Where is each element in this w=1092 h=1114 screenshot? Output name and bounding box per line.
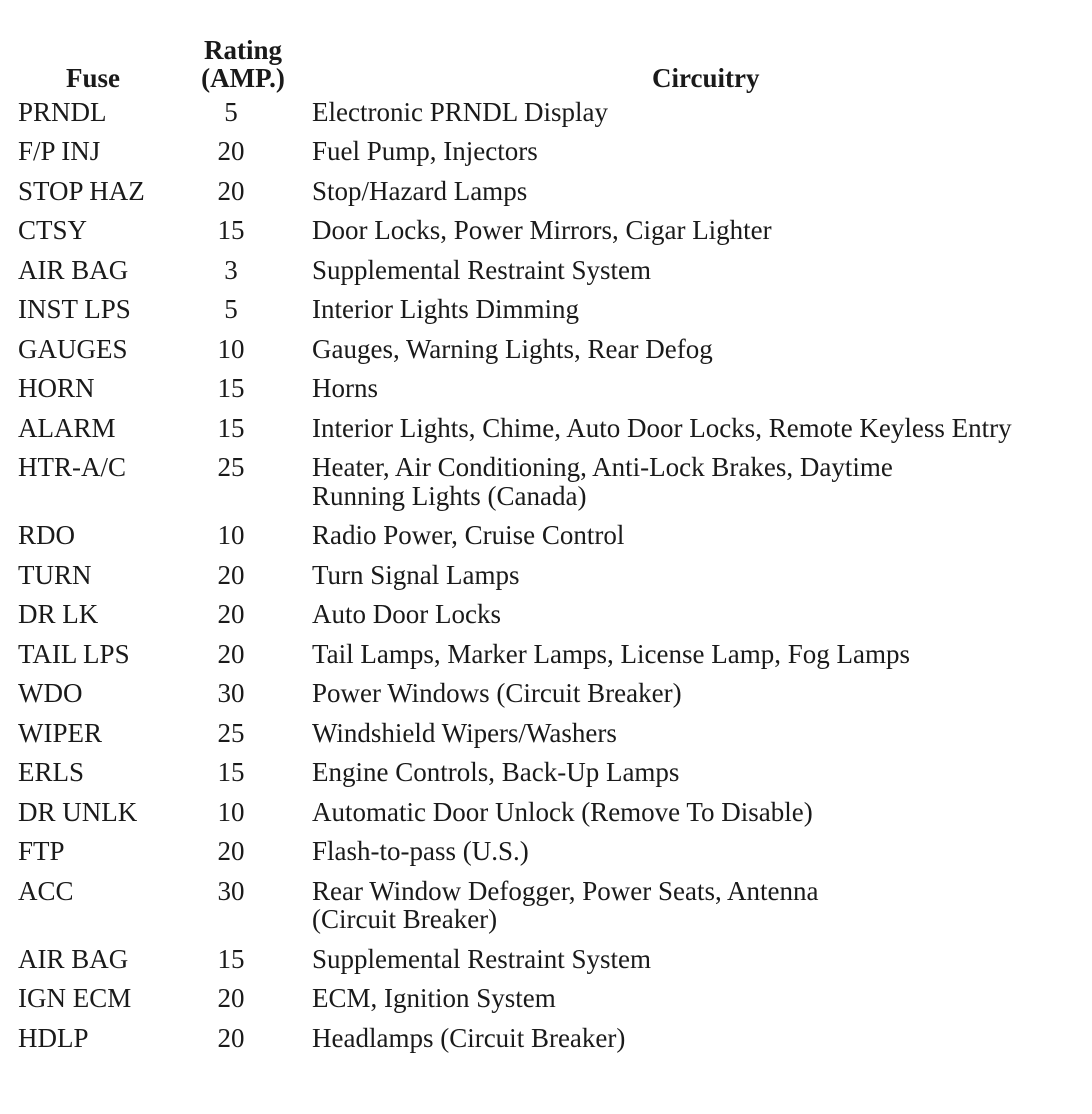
fuse-circuitry-line: ECM, Ignition System <box>312 983 556 1013</box>
fuse-rows <box>18 92 1090 1058</box>
table-row <box>18 753 1090 793</box>
column-header-circuitry <box>310 28 1090 92</box>
fuse-circuitry-line: Windshield Wipers/Washers <box>312 717 617 748</box>
fuse-circuitry <box>310 555 1090 595</box>
fuse-name: ACC <box>18 875 74 906</box>
fuse-rating: 15 <box>217 412 245 443</box>
fuse-circuitry <box>310 1018 1090 1058</box>
fuse-circuitry-line: Heater, Air Conditioning, Anti-Lock Brakes, Daytime <box>312 452 893 482</box>
table-row <box>18 939 1090 979</box>
fuse-name: IGN ECM <box>18 983 132 1013</box>
column-header-fuse <box>18 28 190 92</box>
fuse-name: STOP HAZ <box>18 175 145 206</box>
fuse-circuitry <box>310 939 1090 979</box>
table-row <box>18 92 1090 132</box>
table-row <box>18 211 1090 251</box>
fuse-rating: 20 <box>217 175 245 206</box>
fuse-circuitry-line: Interior Lights, Chime, Auto Door Locks, Remote Keyless Entry <box>312 412 1012 443</box>
fuse-rating: 15 <box>217 943 245 974</box>
fuse-circuitry-line: Running Lights (Canada) <box>312 480 587 511</box>
fuse-name: GAUGES <box>18 333 128 364</box>
fuse-name: RDO <box>18 520 76 550</box>
fuse-rating: 10 <box>217 520 245 550</box>
fuse-circuitry-line: Rear Window Defogger, Power Seats, Antenna <box>312 875 819 906</box>
fuse-name: WIPER <box>18 717 102 748</box>
fuse-circuitry <box>310 979 1090 1019</box>
fuse-circuitry-line: Gauges, Warning Lights, Rear Defog <box>312 333 713 364</box>
fuse-rating: 10 <box>217 796 245 827</box>
fuse-table <box>18 28 1090 1058</box>
fuse-circuitry-line: Interior Lights Dimming <box>312 294 579 324</box>
fuse-name: WDO <box>18 678 83 708</box>
fuse-rating: 20 <box>217 1022 245 1053</box>
fuse-rating: 20 <box>217 559 245 590</box>
fuse-rating: 20 <box>217 599 245 629</box>
table-row <box>18 408 1090 448</box>
table-row <box>18 250 1090 290</box>
fuse-name: AIR BAG <box>18 943 129 974</box>
fuse-circuitry <box>310 369 1090 409</box>
table-row <box>18 832 1090 872</box>
fuse-circuitry-line: Supplemental Restraint System <box>312 254 651 285</box>
fuse-circuitry <box>310 408 1090 448</box>
fuse-rating: 30 <box>217 678 245 708</box>
fuse-name: HORN <box>18 373 95 403</box>
fuse-circuitry <box>310 753 1090 793</box>
table-row <box>18 290 1090 330</box>
column-header-rating-line2: (AMP.) <box>201 63 285 93</box>
fuse-circuitry-line: Flash-to-pass (U.S.) <box>312 836 529 866</box>
table-row <box>18 516 1090 556</box>
header-row <box>18 28 1090 92</box>
fuse-name: CTSY <box>18 215 88 245</box>
fuse-name: FTP <box>18 836 65 866</box>
fuse-circuitry-line: Power Windows (Circuit Breaker) <box>312 678 682 708</box>
fuse-circuitry <box>310 674 1090 714</box>
fuse-circuitry <box>310 713 1090 753</box>
fuse-rating: 15 <box>217 757 245 787</box>
fuse-rating: 5 <box>224 96 238 127</box>
fuse-name: PRNDL <box>18 96 107 127</box>
fuse-name: TAIL LPS <box>18 638 130 669</box>
fuse-rating: 25 <box>217 452 245 482</box>
fuse-circuitry-line: Tail Lamps, Marker Lamps, License Lamp, Fog Lamps <box>312 638 910 669</box>
fuse-name: TURN <box>18 559 92 590</box>
fuse-name: DR UNLK <box>18 796 138 827</box>
table-row <box>18 871 1090 939</box>
table-row <box>18 979 1090 1019</box>
fuse-circuitry <box>310 792 1090 832</box>
fuse-name: F/P INJ <box>18 136 101 166</box>
table-row <box>18 555 1090 595</box>
table-row <box>18 674 1090 714</box>
fuse-circuitry <box>310 250 1090 290</box>
fuse-circuitry-line: Radio Power, Cruise Control <box>312 520 625 550</box>
fuse-circuitry <box>310 595 1090 635</box>
fuse-circuitry <box>310 448 1090 516</box>
fuse-rating: 20 <box>217 836 245 866</box>
table-row <box>18 792 1090 832</box>
fuse-circuitry-line: Supplemental Restraint System <box>312 943 651 974</box>
fuse-name: ERLS <box>18 757 85 787</box>
fuse-circuitry-line: Door Locks, Power Mirrors, Cigar Lighter <box>312 215 772 245</box>
fuse-circuitry <box>310 290 1090 330</box>
table-row <box>18 132 1090 172</box>
fuse-circuitry <box>310 832 1090 872</box>
table-row <box>18 634 1090 674</box>
fuse-rating: 15 <box>217 373 245 403</box>
table-row <box>18 1018 1090 1058</box>
fuse-circuitry <box>310 171 1090 211</box>
fuse-name: HTR-A/C <box>18 452 126 482</box>
column-header-rating <box>190 28 310 92</box>
table-row <box>18 448 1090 516</box>
column-header-circuitry-label: Circuitry <box>652 63 760 93</box>
fuse-rating: 3 <box>224 254 238 285</box>
fuse-rating: 30 <box>217 875 245 906</box>
table-row <box>18 329 1090 369</box>
fuse-name: DR LK <box>18 599 99 629</box>
fuse-circuitry <box>310 634 1090 674</box>
fuse-circuitry <box>310 132 1090 172</box>
column-header-rating-line1: Rating <box>203 35 282 65</box>
table-row <box>18 171 1090 211</box>
fuse-name: INST LPS <box>18 294 131 324</box>
fuse-rating: 20 <box>217 136 245 166</box>
fuse-circuitry-line: Turn Signal Lamps <box>312 559 520 590</box>
fuse-circuitry <box>310 329 1090 369</box>
fuse-circuitry-line: Engine Controls, Back-Up Lamps <box>312 757 680 787</box>
fuse-circuitry-line: Electronic PRNDL Display <box>312 96 608 127</box>
fuse-circuitry-line: Horns <box>312 373 378 403</box>
fuse-rating: 20 <box>217 983 245 1013</box>
fuse-circuitry-line: Automatic Door Unlock (Remove To Disable) <box>312 796 813 827</box>
fuse-circuitry-line: Stop/Hazard Lamps <box>312 175 528 206</box>
fuse-rating: 20 <box>217 638 245 669</box>
table-row <box>18 595 1090 635</box>
table-row <box>18 369 1090 409</box>
fuse-circuitry <box>310 211 1090 251</box>
fuse-rating: 5 <box>224 294 238 324</box>
table-row <box>18 713 1090 753</box>
fuse-circuitry-line: Auto Door Locks <box>312 599 501 629</box>
fuse-circuitry <box>310 92 1090 132</box>
fuse-circuitry-line: (Circuit Breaker) <box>312 904 498 934</box>
fuse-circuitry-line: Headlamps (Circuit Breaker) <box>312 1022 626 1053</box>
fuse-rating: 15 <box>217 215 245 245</box>
column-header-fuse-label: Fuse <box>66 63 120 93</box>
fuse-circuitry <box>310 871 1090 939</box>
fuse-rating: 10 <box>217 333 245 364</box>
fuse-circuitry-line: Fuel Pump, Injectors <box>312 136 538 166</box>
fuse-name: ALARM <box>18 412 116 443</box>
fuse-circuitry <box>310 516 1090 556</box>
fuse-rating: 25 <box>217 717 245 748</box>
fuse-name: HDLP <box>18 1022 89 1053</box>
fuse-name: AIR BAG <box>18 254 129 285</box>
